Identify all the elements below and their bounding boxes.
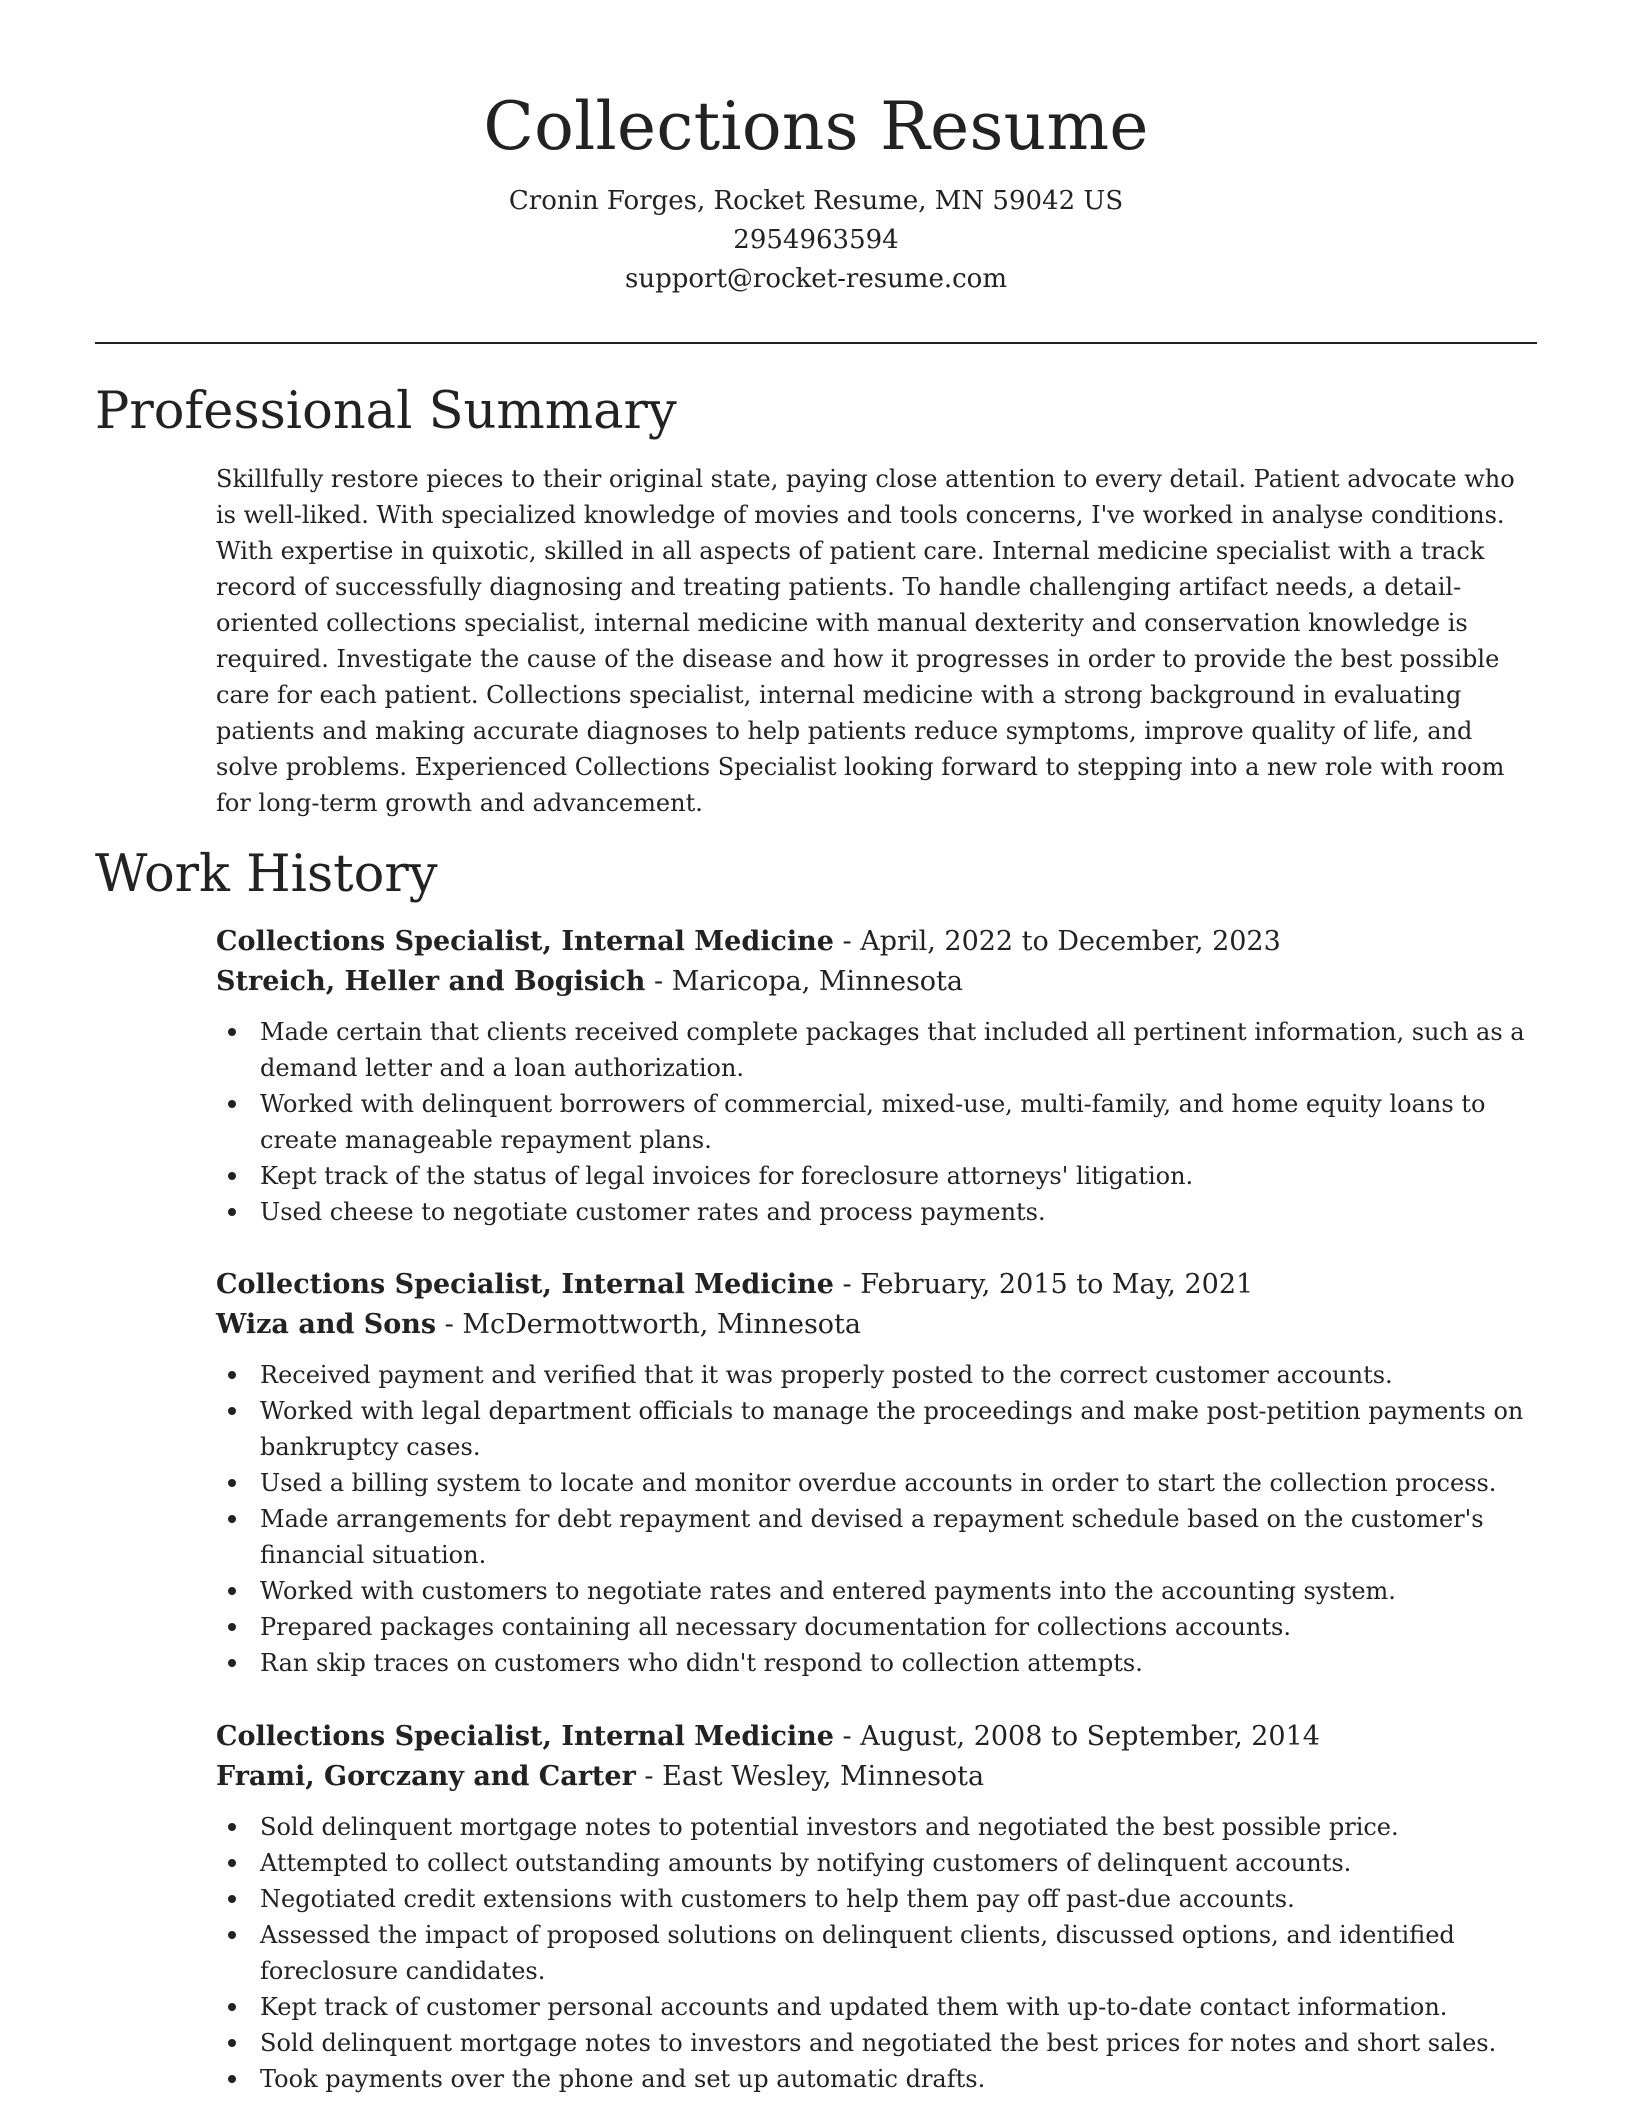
job-title-line — [216, 922, 1536, 962]
separator: - — [833, 926, 861, 957]
bullet-dot-icon — [228, 1515, 236, 1523]
separator: - — [645, 966, 672, 997]
job-dates: August, 2008 to September, 2014 — [860, 1721, 1320, 1752]
job-company-line — [216, 1757, 1536, 1797]
bullet-dot-icon — [228, 2003, 236, 2011]
bullet-text: Worked with legal department officials to manage the proceedings and make post-petition payments on bankruptcy cases. — [260, 1397, 1524, 1461]
bullet-dot-icon — [228, 1100, 236, 1108]
header-divider — [95, 342, 1537, 344]
bullet-text: Negotiated credit extensions with customers to help them pay off past-due accounts. — [260, 1885, 1295, 1913]
separator: - — [436, 1309, 463, 1340]
job-bullet — [216, 1573, 1536, 1609]
job-location: Maricopa, Minnesota — [671, 966, 964, 997]
job-position: Collections Specialist, Internal Medicine — [216, 1269, 834, 1300]
work-history-heading: Work History — [95, 845, 438, 904]
separator: - — [635, 1761, 663, 1792]
job-bullet — [216, 1845, 1536, 1881]
job-position: Collections Specialist, Internal Medicine — [216, 1721, 834, 1752]
job-bullet — [216, 1465, 1536, 1501]
bullet-dot-icon — [228, 1895, 236, 1903]
job-bullets — [216, 1014, 1536, 1230]
bullet-dot-icon — [228, 1623, 236, 1631]
bullet-text: Took payments over the phone and set up automatic drafts. — [260, 2065, 986, 2093]
resume-header — [95, 82, 1537, 299]
bullet-text: Made certain that clients received complete packages that included all pertinent information, such as a demand letter and a loan authorization. — [260, 1018, 1525, 1082]
bullet-dot-icon — [228, 1931, 236, 1939]
bullet-text: Made arrangements for debt repayment and devised a repayment schedule based on the customer's financial situation. — [260, 1505, 1484, 1569]
job-company-line — [216, 962, 1536, 1002]
job-company-line — [216, 1305, 1536, 1345]
bullet-text: Prepared packages containing all necessary documentation for collections accounts. — [260, 1613, 1291, 1641]
job-entry — [216, 1265, 1536, 1681]
email-address: support@rocket-resume.com — [624, 264, 1007, 294]
job-bullet — [216, 1194, 1536, 1230]
job-bullet — [216, 2061, 1536, 2097]
job-bullets — [216, 1809, 1536, 2097]
bullet-dot-icon — [228, 1479, 236, 1487]
address: Cronin Forges, Rocket Resume, MN 59042 US — [508, 186, 1124, 216]
bullet-dot-icon — [228, 1208, 236, 1216]
bullet-dot-icon — [228, 1659, 236, 1667]
job-bullet — [216, 2025, 1536, 2061]
bullet-dot-icon — [228, 2075, 236, 2083]
job-bullet — [216, 1086, 1536, 1158]
bullet-text: Sold delinquent mortgage notes to investors and negotiated the best prices for notes and short sales. — [260, 2029, 1497, 2057]
job-company: Frami, Gorczany and Carter — [216, 1761, 636, 1792]
phone-number: 2954963594 — [733, 225, 899, 255]
job-company: Wiza and Sons — [216, 1309, 437, 1340]
job-title-line — [216, 1717, 1536, 1757]
resume-title: Collections Resume — [483, 88, 1149, 165]
job-bullet — [216, 1357, 1536, 1393]
job-company: Streich, Heller and Bogisich — [216, 966, 646, 997]
job-bullet — [216, 1609, 1536, 1645]
job-entry — [216, 922, 1536, 1230]
separator: - — [833, 1721, 861, 1752]
bullet-text: Used a billing system to locate and monitor overdue accounts in order to start the collection process. — [260, 1469, 1497, 1497]
job-bullet — [216, 1393, 1536, 1465]
job-entry — [216, 1717, 1536, 2097]
summary-paragraph: Skillfully restore pieces to their original state, paying close attention to every detail. Patient advocate who is well-liked. With specialized knowledge of movies and tools concerns, I've worked in analyse conditions. With expertise in quixotic, skilled in all aspects of patient care. Internal medicine specialist with a track record of successfully diagnosing and treating patients. To handle challenging artifact needs, a detail-oriented collections specialist, internal medicine with manual dexterity and conservation knowledge is required. Investigate the cause of the disease and how it progresses in order to provide the best possible care for each patient. Collections specialist, internal medicine with a strong background in evaluating patients and making accurate diagnoses to help patients reduce symptoms, improve quality of life, and solve problems. Experienced Collections Specialist looking forward to stepping into a new role with room for long-term growth and advancement. — [216, 465, 1515, 817]
bullet-text: Worked with delinquent borrowers of commercial, mixed-use, multi-family, and home equity loans to create manageable repayment plans. — [260, 1090, 1486, 1154]
bullet-text: Assessed the impact of proposed solutions on delinquent clients, discussed options, and identified foreclosure candidates. — [260, 1921, 1455, 1985]
bullet-dot-icon — [228, 1587, 236, 1595]
job-bullet — [216, 1917, 1536, 1989]
summary-heading: Professional Summary — [95, 382, 677, 441]
bullet-text: Received payment and verified that it was properly posted to the correct customer accounts. — [260, 1361, 1393, 1389]
job-dates: April, 2022 to December, 2023 — [860, 926, 1281, 957]
bullet-text: Kept track of customer personal accounts and updated them with up-to-date contact information. — [260, 1993, 1448, 2021]
bullet-dot-icon — [228, 1371, 236, 1379]
job-bullet — [216, 1809, 1536, 1845]
job-location: McDermottworth, Minnesota — [462, 1309, 862, 1340]
job-dates: February, 2015 to May, 2021 — [860, 1269, 1254, 1300]
job-bullets — [216, 1357, 1536, 1681]
bullet-text: Ran skip traces on customers who didn't respond to collection attempts. — [260, 1649, 1143, 1677]
job-location: East Wesley, Minnesota — [662, 1761, 985, 1792]
bullet-dot-icon — [228, 1823, 236, 1831]
bullet-text: Kept track of the status of legal invoices for foreclosure attorneys' litigation. — [260, 1162, 1194, 1190]
bullet-text: Sold delinquent mortgage notes to potential investors and negotiated the best possible price. — [260, 1813, 1399, 1841]
job-position: Collections Specialist, Internal Medicine — [216, 926, 834, 957]
bullet-dot-icon — [228, 1028, 236, 1036]
job-bullet — [216, 1501, 1536, 1573]
job-bullet — [216, 1881, 1536, 1917]
separator: - — [833, 1269, 861, 1300]
bullet-text: Used cheese to negotiate customer rates and process payments. — [260, 1198, 1046, 1226]
job-bullet — [216, 1645, 1536, 1681]
bullet-dot-icon — [228, 1172, 236, 1180]
job-bullet — [216, 1158, 1536, 1194]
contact-info — [95, 182, 1537, 299]
bullet-dot-icon — [228, 1407, 236, 1415]
bullet-dot-icon — [228, 2039, 236, 2047]
bullet-text: Attempted to collect outstanding amounts by notifying customers of delinquent accounts. — [260, 1849, 1352, 1877]
bullet-text: Worked with customers to negotiate rates and entered payments into the accounting system. — [260, 1577, 1396, 1605]
job-title-line — [216, 1265, 1536, 1305]
job-bullet — [216, 1989, 1536, 2025]
bullet-dot-icon — [228, 1859, 236, 1867]
job-bullet — [216, 1014, 1536, 1086]
